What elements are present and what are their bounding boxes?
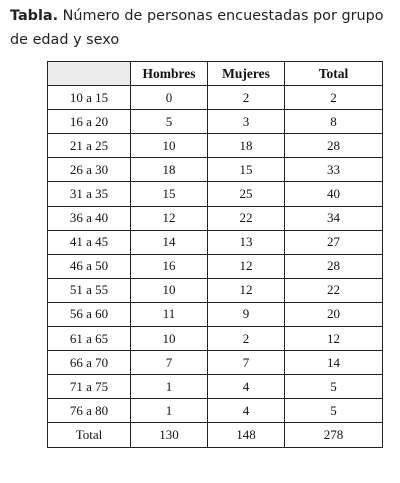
cell-mujeres: 4 [208,375,285,399]
cell-mujeres: 12 [208,278,285,302]
cell-hombres: 10 [131,327,208,351]
cell-mujeres: 148 [208,423,285,447]
cell-age-group: 51 a 55 [48,278,131,302]
cell-age-group: 21 a 25 [48,134,131,158]
table-row [48,110,383,134]
cell-age-group: 46 a 50 [48,254,131,278]
cell-mujeres: 13 [208,230,285,254]
cell-total: 2 [285,86,383,110]
cell-hombres: 10 [131,134,208,158]
total-row [48,423,383,447]
cell-age-group: 31 a 35 [48,182,131,206]
cell-mujeres: 22 [208,206,285,230]
cell-mujeres: 15 [208,158,285,182]
table-body [48,86,383,447]
table-row [48,86,383,110]
cell-mujeres: 9 [208,302,285,326]
header-cell-hombres: Hombres [131,62,208,86]
caption-text: Número de personas encuestadas por grupo de edad y sexo [10,8,384,48]
table-row [48,254,383,278]
cell-mujeres: 12 [208,254,285,278]
cell-total: 27 [285,230,383,254]
cell-mujeres: 25 [208,182,285,206]
table-row [48,375,383,399]
table-row [48,134,383,158]
cell-hombres: 15 [131,182,208,206]
cell-hombres: 1 [131,399,208,423]
table-row [48,327,383,351]
cell-age-group: 61 a 65 [48,327,131,351]
cell-total: 28 [285,134,383,158]
cell-total: 20 [285,302,383,326]
table-row [48,158,383,182]
cell-total: 40 [285,182,383,206]
cell-hombres: 1 [131,375,208,399]
cell-total: 22 [285,278,383,302]
cell-hombres: 10 [131,278,208,302]
cell-hombres: 5 [131,110,208,134]
cell-mujeres: 4 [208,399,285,423]
cell-age-group: 71 a 75 [48,375,131,399]
table-row [48,230,383,254]
cell-total: 28 [285,254,383,278]
cell-hombres: 130 [131,423,208,447]
cell-age-group: 36 a 40 [48,206,131,230]
cell-age-group: 66 a 70 [48,351,131,375]
cell-hombres: 16 [131,254,208,278]
table-row [48,182,383,206]
header-cell-mujeres: Mujeres [208,62,285,86]
table-row [48,278,383,302]
survey-table [47,61,383,448]
table-row [48,302,383,326]
cell-hombres: 11 [131,302,208,326]
cell-hombres: 14 [131,230,208,254]
cell-age-group: 10 a 15 [48,86,131,110]
cell-age-group: 26 a 30 [48,158,131,182]
header-cell-age-group [48,62,131,86]
caption-lead: Tabla. [10,8,59,24]
table-row [48,206,383,230]
cell-mujeres: 7 [208,351,285,375]
table-row [48,351,383,375]
cell-age-group: 76 a 80 [48,399,131,423]
cell-total: 34 [285,206,383,230]
cell-hombres: 12 [131,206,208,230]
cell-total: 33 [285,158,383,182]
cell-age-group: 56 a 60 [48,302,131,326]
table-caption [10,4,398,52]
header-row [48,62,383,86]
cell-mujeres: 3 [208,110,285,134]
cell-hombres: 0 [131,86,208,110]
cell-mujeres: 2 [208,86,285,110]
table-row [48,399,383,423]
cell-age-group: Total [48,423,131,447]
cell-total: 278 [285,423,383,447]
cell-hombres: 7 [131,351,208,375]
cell-total: 5 [285,399,383,423]
cell-total: 12 [285,327,383,351]
cell-total: 5 [285,375,383,399]
cell-mujeres: 2 [208,327,285,351]
cell-age-group: 41 a 45 [48,230,131,254]
cell-age-group: 16 a 20 [48,110,131,134]
header-cell-total: Total [285,62,383,86]
cell-total: 14 [285,351,383,375]
cell-total: 8 [285,110,383,134]
cell-hombres: 18 [131,158,208,182]
cell-mujeres: 18 [208,134,285,158]
